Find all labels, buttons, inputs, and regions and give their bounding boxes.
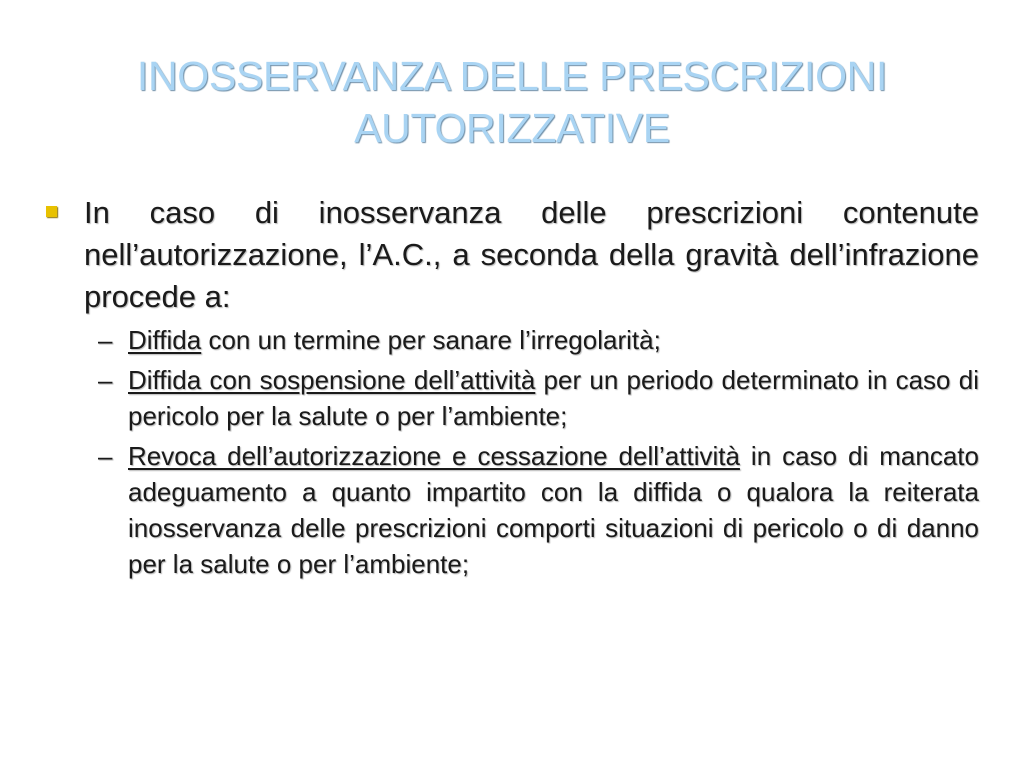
sub-bullet-diffida: [44, 322, 979, 358]
sub-bullet-underlined: Revoca dell’autorizzazione e cessazione dell’attività: [128, 441, 740, 471]
sub-bullet-revoca: [44, 438, 979, 582]
sub-bullet-underlined: Diffida: [128, 325, 202, 355]
dash-bullet-icon: –: [98, 365, 113, 395]
sub-bullet-text: con un termine per sanare l’irregolarità;: [201, 325, 661, 355]
sub-bullet-text: per un periodo determinato in caso di pericolo per la salute o per l’ambiente;: [128, 365, 979, 431]
square-bullet-icon: [46, 206, 57, 217]
dash-bullet-icon: –: [98, 441, 113, 471]
sub-bullet-sospensione: [44, 362, 979, 434]
slide-title: INOSSERVANZA DELLE PRESCRIZIONI AUTORIZZATIVE: [136, 53, 888, 151]
sub-bullet-underlined: Diffida con sospensione dell’attività: [128, 365, 536, 395]
sub-bullet-text: in caso di mancato adeguamento a quanto impartito con la diffida o qualora la reiterata inosservanza delle prescrizioni comporti situazioni di pericolo o di danno per la salute o per l’ambiente;: [128, 441, 979, 579]
sub-bullet-list: [44, 322, 979, 582]
dash-bullet-icon: –: [98, 325, 113, 355]
main-bullet: [44, 192, 979, 318]
slide-body: [44, 192, 979, 586]
main-bullet-text: In caso di inosservanza delle prescrizioni contenute nell’autorizzazione, l’A.C., a seconda della gravità dell’infrazione procede a:: [84, 195, 979, 314]
